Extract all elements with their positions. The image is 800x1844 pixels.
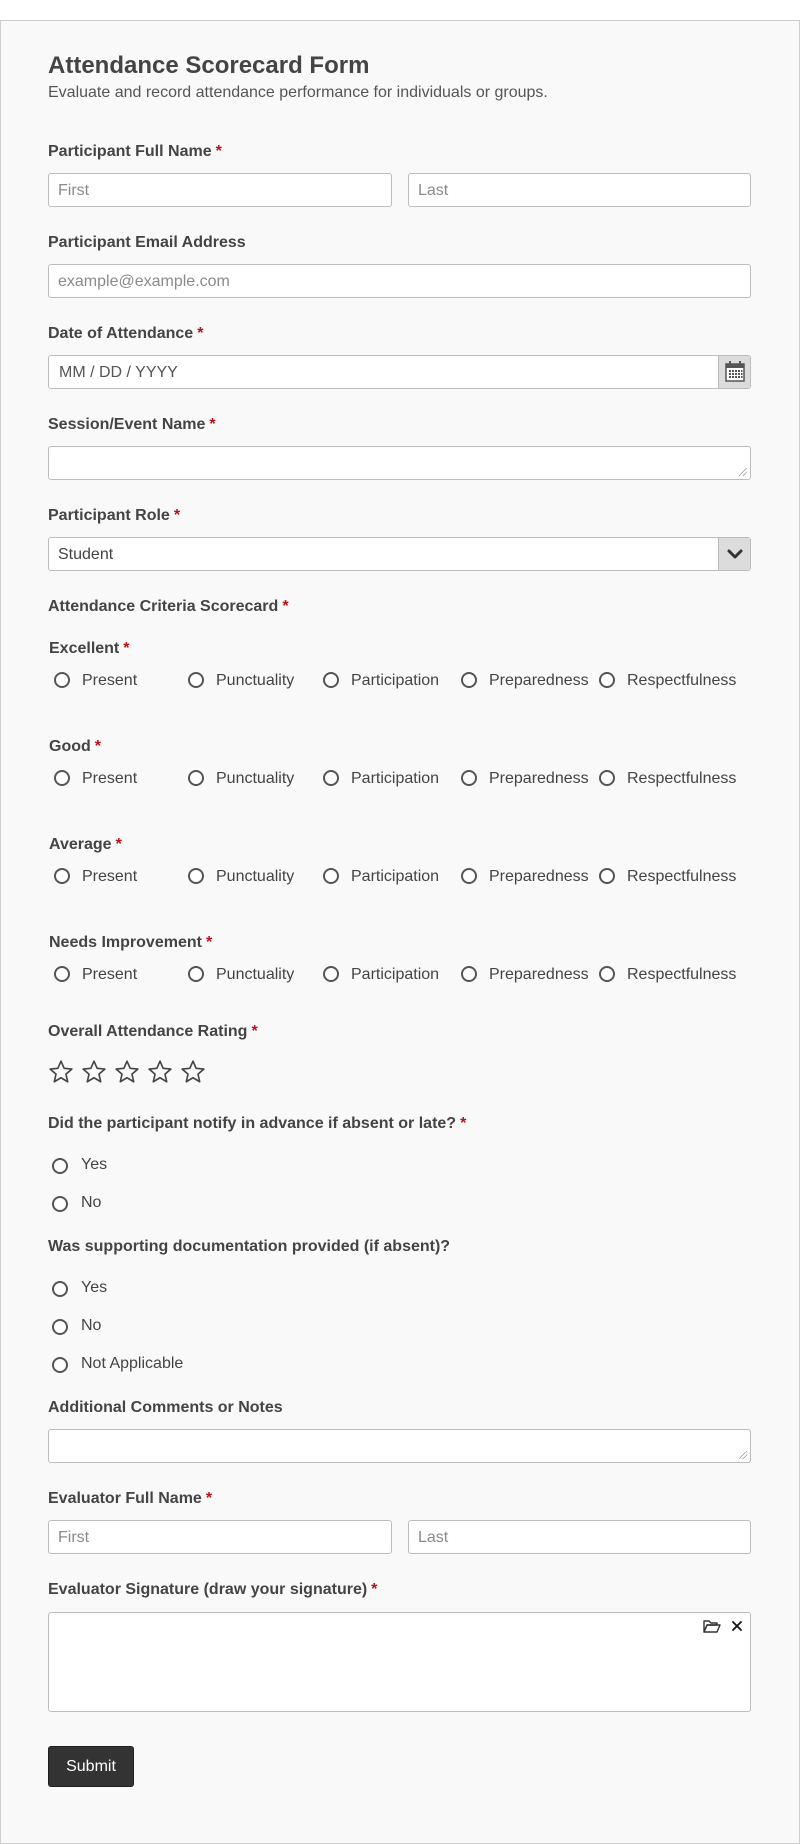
calendar-icon: [719, 356, 751, 388]
notify-label: [48, 1115, 466, 1133]
scorecard-option-label: Punctuality: [216, 966, 295, 983]
date-label-text: Date of Attendance: [48, 325, 194, 342]
signature-label: [48, 1581, 377, 1599]
rating-label: [48, 1023, 258, 1041]
scorecard-row-label-text: Average: [49, 836, 112, 853]
scorecard-radio[interactable]: [54, 966, 70, 982]
role-select[interactable]: [48, 537, 751, 571]
scorecard-radio[interactable]: [461, 770, 477, 786]
scorecard-row-label-text: Needs Improvement: [49, 934, 202, 951]
scorecard-option-label: Participation: [351, 966, 440, 983]
required-mark: *: [173, 507, 181, 524]
scorecard-radio[interactable]: [188, 868, 204, 884]
documentation-radio[interactable]: [52, 1319, 68, 1335]
scorecard-row-label: [49, 738, 101, 756]
date-input[interactable]: [48, 355, 751, 389]
scorecard-radio[interactable]: [188, 770, 204, 786]
form-title: Attendance Scorecard Form: [48, 52, 370, 79]
evaluator-name-label: [48, 1490, 212, 1508]
resize-handle[interactable]: [739, 468, 747, 476]
required-mark: *: [215, 143, 222, 160]
scorecard-label: [48, 598, 289, 616]
scorecard-radio[interactable]: [599, 868, 615, 884]
scorecard-radio[interactable]: [323, 672, 339, 688]
submit-button[interactable]: Submit: [48, 1746, 134, 1787]
required-mark: *: [123, 640, 130, 657]
dropdown-button[interactable]: [718, 538, 750, 570]
scorecard-option-label: Preparedness: [489, 966, 589, 983]
required-mark: *: [371, 1581, 378, 1598]
calendar-button[interactable]: [718, 356, 750, 388]
close-icon[interactable]: [728, 1617, 746, 1635]
notify-option-label: No: [81, 1194, 102, 1211]
participant-name-label: [48, 143, 222, 161]
evaluator-name-label-text: Evaluator Full Name: [48, 1490, 202, 1507]
scorecard-radio[interactable]: [599, 966, 615, 982]
scorecard-row-label: [49, 934, 212, 952]
star-icon[interactable]: [48, 1059, 74, 1085]
scorecard-option-label: Participation: [351, 672, 440, 689]
documentation-option-label: No: [81, 1317, 102, 1334]
session-label-text: Session/Event Name: [48, 416, 206, 433]
documentation-label: Was supporting documentation provided (if absent)?: [48, 1238, 451, 1255]
scorecard-radio[interactable]: [188, 966, 204, 982]
scorecard-option-label: Present: [82, 868, 138, 885]
star-icon[interactable]: [81, 1059, 107, 1085]
participant-email-label: Participant Email Address: [48, 234, 246, 251]
documentation-option-label: Not Applicable: [81, 1355, 184, 1372]
star-icon[interactable]: [180, 1059, 206, 1085]
scorecard-option-label: Punctuality: [216, 672, 295, 689]
notify-option-label: Yes: [81, 1156, 108, 1173]
scorecard-option-label: Respectfulness: [627, 672, 737, 689]
scorecard-option-label: Respectfulness: [627, 770, 737, 787]
placeholder: MM / DD / YYYY: [59, 364, 178, 381]
scorecard-option-label: Respectfulness: [627, 868, 737, 885]
documentation-radio[interactable]: [52, 1281, 68, 1297]
placeholder: Last: [418, 1529, 449, 1546]
participant-last-name-input[interactable]: [408, 173, 751, 207]
required-mark: *: [197, 325, 204, 342]
placeholder: Last: [418, 182, 449, 199]
scorecard-radio[interactable]: [461, 672, 477, 688]
chevron-down-icon: [719, 538, 751, 570]
scorecard-option-label: Respectfulness: [627, 966, 737, 983]
session-textarea[interactable]: [48, 446, 751, 480]
evaluator-first-name-input[interactable]: [48, 1520, 392, 1554]
star-icon[interactable]: [147, 1059, 173, 1085]
scorecard-row-label: [49, 640, 130, 658]
placeholder: example@example.com: [58, 273, 230, 290]
scorecard-option-label: Present: [82, 966, 138, 983]
required-mark: *: [115, 836, 122, 853]
notify-radio[interactable]: [52, 1196, 68, 1212]
scorecard-radio[interactable]: [599, 770, 615, 786]
scorecard-option-label: Punctuality: [216, 868, 295, 885]
scorecard-radio[interactable]: [323, 868, 339, 884]
required-mark: *: [94, 738, 101, 755]
role-label-text: Participant Role: [48, 507, 170, 524]
scorecard-row-label-text: Excellent: [49, 640, 120, 657]
required-mark: *: [251, 1023, 258, 1040]
role-selected-value: Student: [58, 546, 114, 563]
participant-name-label-text: Participant Full Name: [48, 143, 212, 160]
scorecard-radio[interactable]: [188, 672, 204, 688]
comments-label: Additional Comments or Notes: [48, 1399, 283, 1416]
placeholder: First: [58, 182, 90, 199]
required-mark: *: [282, 598, 289, 615]
scorecard-option-label: Participation: [351, 770, 440, 787]
documentation-option-label: Yes: [81, 1279, 108, 1296]
scorecard-label-text: Attendance Criteria Scorecard: [48, 598, 279, 615]
required-mark: *: [205, 934, 213, 951]
scorecard-option-label: Preparedness: [489, 672, 589, 689]
scorecard-row-label: [49, 836, 122, 854]
notify-radio[interactable]: [52, 1158, 68, 1174]
date-label: [48, 325, 203, 343]
role-label: [48, 507, 180, 525]
comments-textarea[interactable]: [48, 1429, 751, 1463]
star-icon[interactable]: [114, 1059, 140, 1085]
required-mark: *: [209, 416, 216, 433]
scorecard-radio[interactable]: [54, 868, 70, 884]
scorecard-option-label: Preparedness: [489, 868, 589, 885]
scorecard-radio[interactable]: [323, 966, 339, 982]
scorecard-radio[interactable]: [599, 672, 615, 688]
scorecard-option-label: Punctuality: [216, 770, 295, 787]
rating-label-text: Overall Attendance Rating: [48, 1023, 248, 1040]
scorecard-option-label: Present: [82, 770, 138, 787]
scorecard-radio[interactable]: [461, 966, 477, 982]
scorecard-radio[interactable]: [323, 770, 339, 786]
scorecard-radio[interactable]: [54, 672, 70, 688]
notify-label-text: Did the participant notify in advance if absent or late?: [48, 1115, 457, 1132]
evaluator-last-name-input[interactable]: [408, 1520, 751, 1554]
signature-label-text: Evaluator Signature (draw your signature): [48, 1581, 368, 1598]
scorecard-radio[interactable]: [461, 868, 477, 884]
folder-open-icon[interactable]: [702, 1617, 722, 1635]
resize-handle[interactable]: [739, 1451, 747, 1459]
participant-first-name-input[interactable]: [48, 173, 392, 207]
scorecard-option-label: Participation: [351, 868, 440, 885]
required-mark: *: [460, 1115, 467, 1132]
signature-pad[interactable]: [48, 1612, 751, 1712]
session-label: [48, 416, 216, 434]
scorecard-option-label: Present: [82, 672, 138, 689]
scorecard-option-label: Preparedness: [489, 770, 589, 787]
scorecard-radio[interactable]: [54, 770, 70, 786]
form-subtitle: Evaluate and record attendance performance for individuals or groups.: [48, 84, 548, 101]
required-mark: *: [205, 1490, 213, 1507]
scorecard-row-label-text: Good: [49, 738, 91, 755]
placeholder: First: [58, 1529, 90, 1546]
documentation-radio[interactable]: [52, 1357, 68, 1373]
participant-email-input[interactable]: [48, 264, 751, 298]
